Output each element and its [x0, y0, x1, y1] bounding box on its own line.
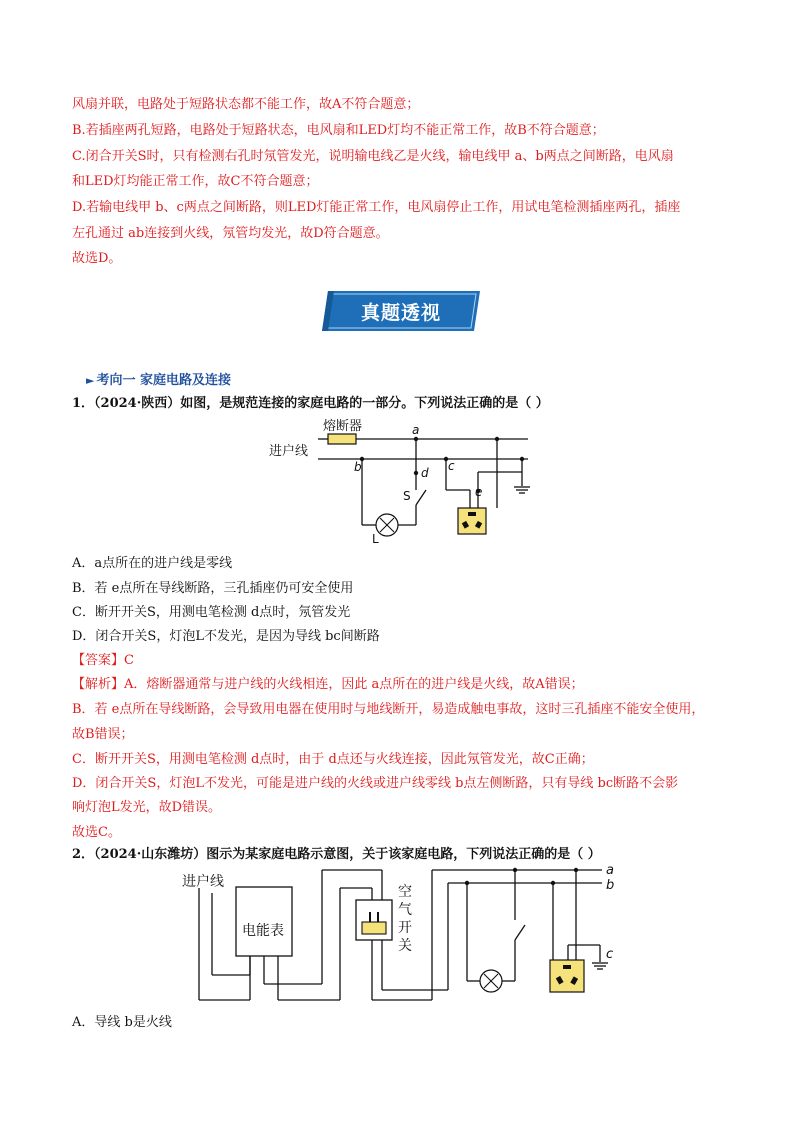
intro-line: C.闭合开关S时，只有检测右孔时氖管发光，说明输电线乙是火线，输电线甲 a、b两点之间断路，电风扇	[72, 149, 674, 164]
breaker-label-4: 关	[398, 938, 412, 954]
wire-c-label: c	[606, 947, 614, 962]
section-header	[86, 369, 231, 388]
switch-s-label: S	[403, 489, 411, 503]
q1-circuit-diagram	[262, 416, 542, 548]
q2-circuit-diagram	[176, 866, 626, 1020]
banner-title: 真题透视	[360, 301, 441, 324]
lamp-l-label: L	[372, 532, 379, 544]
intro-line: 和LED灯均能正常工作，故C不符合题意；	[72, 174, 319, 189]
intro-line: D.若输电线甲 b、c两点之间断路，则LED灯能正常工作，电风扇停止工作，用试电笔检测插座两孔，插座	[72, 200, 681, 215]
q1-option-b: B．若 e点所在导线断路，三孔插座仍可安全使用	[72, 581, 354, 596]
q1-option-a: A．a点所在的进户线是零线	[72, 556, 233, 571]
point-b-label: b	[354, 460, 362, 474]
q1-analysis-line: 【解析】A．熔断器通常与进户线的火线相连，因此 a点所在的进户线是火线，故A错误；	[72, 677, 584, 692]
intro-conclusion: 故选D。	[72, 251, 122, 266]
section-banner	[322, 291, 480, 331]
triangle-icon: ►	[86, 374, 95, 387]
breaker-label-1: 空	[398, 884, 412, 900]
question-2-stem: 2．（2024·山东潍坊）图示为某家庭电路示意图，关于该家庭电路，下列说法正确的是（ ）	[72, 847, 601, 862]
point-d-label: d	[421, 466, 429, 480]
q1-analysis-line: B．若 e点所在导线断路，会导致用电器在使用时与地线断开，易造成触电事故，这时三孔插座不能安全使用，	[72, 702, 705, 717]
breaker-label-2: 气	[398, 902, 412, 918]
breaker-label-3: 开	[398, 920, 412, 936]
q1-analysis-line: 故B错误；	[72, 727, 134, 742]
wire-a-label: a	[606, 866, 614, 878]
wire-b-label: b	[606, 878, 615, 893]
intro-line: 风扇并联，电路处于短路状态都不能工作，故A不符合题意；	[72, 97, 420, 112]
q2-option-a: A．导线 b是火线	[72, 1015, 172, 1030]
intro-line: 左孔通过 ab连接到火线，氖管均发光，故D符合题意。	[72, 226, 389, 241]
q1-conclusion: 故选C。	[72, 825, 121, 840]
q1-analysis-line: D．闭合开关S，灯泡L不发光，可能是进户线的火线或进户线零线 b点左侧断路，只有导线 bc断路不会影	[72, 776, 679, 791]
inlet-label: 进户线	[269, 444, 309, 459]
q1-analysis-line: C．断开开关S，用测电笔检测 d点时，由于 d点还与火线连接，因此氖管发光，故C正确；	[72, 752, 594, 767]
q2-inlet-label: 进户线	[182, 874, 224, 890]
point-a-label: a	[412, 423, 420, 437]
intro-line: B.若插座两孔短路，电路处于短路状态，电风扇和LED灯均不能正常工作，故B不符合题意；	[72, 123, 605, 138]
point-e-label: e	[475, 485, 483, 499]
energy-meter-label: 电能表	[242, 923, 284, 939]
q1-answer: 【答案】C	[72, 653, 134, 668]
q1-option-d: D．闭合开关S，灯泡L不发光，是因为导线 bc间断路	[72, 629, 380, 644]
q1-analysis-line: 响灯泡L发光，故D错误。	[72, 800, 222, 815]
section-title: 考向一 家庭电路及连接	[96, 373, 231, 388]
fuse-label: 熔断器	[323, 419, 363, 434]
question-1-stem: 1．（2024·陕西）如图，是规范连接的家庭电路的一部分。下列说法正确的是（ ）	[72, 396, 549, 411]
point-c-label: c	[448, 459, 455, 473]
q1-option-c: C．断开开关S，用测电笔检测 d点时，氖管发光	[72, 605, 351, 620]
